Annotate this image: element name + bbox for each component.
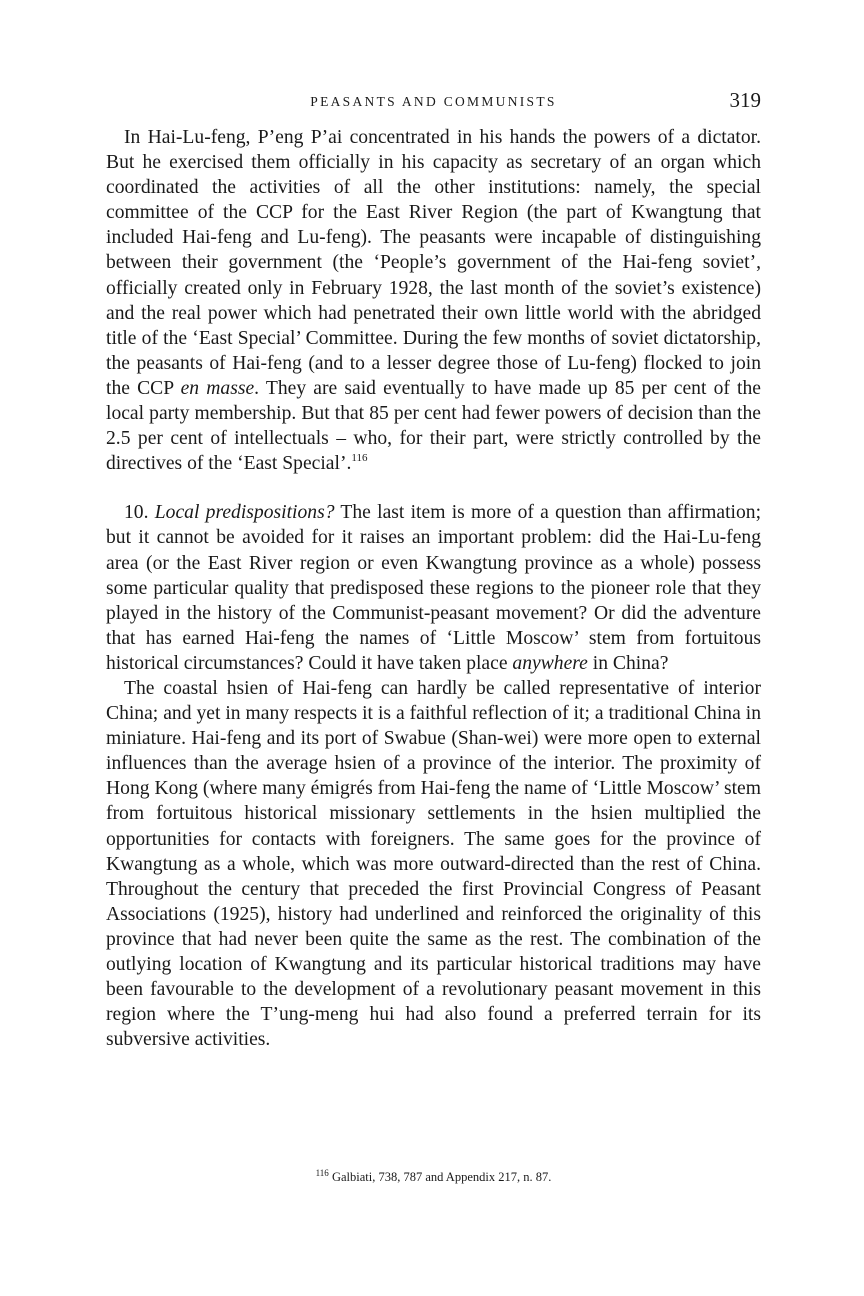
paragraph	[106, 500, 761, 676]
body-text	[106, 125, 761, 1052]
page-header	[106, 90, 761, 116]
paragraph	[106, 676, 761, 1052]
text-run: The coastal hsien of Hai-feng can hardly be called representative of interior China; and yet in many respects it is a faithful reflection of it; a traditional China in miniature. Hai-feng and its port of Swabue (Shan-wei) were more open to external influences than the average hsien of a province of the interior. The proximity of Hong Kong (where many émigrés from Hai-feng the name of ‘Little Moscow’ stem from fortuitous historical missionary settlements in the hsien multiplied the opportunities for contacts with foreigners. The same goes for the province of Kwangtung as a whole, which was more outward-directed than the rest of China. Throughout the century that preceded the first Provincial Congress of Peasant Associations (1925), history had underlined and reinforced the originality of this province that had never been quite the same as the rest. The combination of the outlying location of Kwangtung and its particular historical traditions may have been favourable to the development of a revolutionary peasant movement in this region where the T’ung-meng hui had also found a preferred terrain for its subversive activities.	[106, 677, 761, 1051]
text-run: The last item is more of a question than affirmation; but it cannot be avoided for it raises an important problem: did the Hai-Lu-feng area (or the East River region or even Kwangtung province as a whole) possess some particular quality that predisposed these regions to the pioneer role that they played in the history of the Communist-peasant movement? Or did the adventure that has earned Hai-feng the names of ‘Little Moscow’ stem from fortuitous historical circumstances? Could it have taken place	[106, 502, 762, 674]
footnote-reference: 116	[351, 452, 368, 465]
text-run: In Hai-Lu-feng, P’eng P’ai concentrated in his hands the powers of a dictator. But he exercised them officially in his capacity as secretary of an organ which coordinated the activities of all the other institutions: namely, the special committee of the CCP for the East River Region (the part of Kwangtung that included Hai-feng and Lu-feng). The peasants were incapable of distinguishing between their government (the ‘People’s government of the Hai-feng soviet’, officially created only in February 1928, the last month of the soviet’s existence) and the real power which had penetrated their own little world with the abridged title of the ‘East Special’ Committee. During the few months of soviet dictatorship, the peasants of Hai-feng (and to a lesser degree those of Lu-feng) flocked to join the CCP	[106, 127, 761, 399]
text-run: in China?	[587, 652, 669, 674]
italic-text: en masse	[180, 377, 255, 399]
page-number: 319	[729, 88, 761, 112]
text-run: . They are said eventually to have made up 85 per cent of the local party membership. But that 85 per cent had fewer powers of decision than the 2.5 per cent of intellectuals – who, for their part, were strictly controlled by the directives of the ‘East Special’.	[106, 377, 761, 475]
paragraph	[106, 125, 761, 476]
footnote	[106, 1170, 761, 1185]
italic-text: anywhere	[512, 652, 588, 674]
italic-text: Local predispositions?	[154, 502, 335, 524]
running-title: PEASANTS AND COMMUNISTS	[310, 94, 557, 109]
text-run: 10.	[124, 502, 155, 524]
footnote-mark: 116	[315, 1168, 329, 1178]
footnote-text: Galbiati, 738, 787 and Appendix 217, n. 87.	[331, 1170, 552, 1184]
